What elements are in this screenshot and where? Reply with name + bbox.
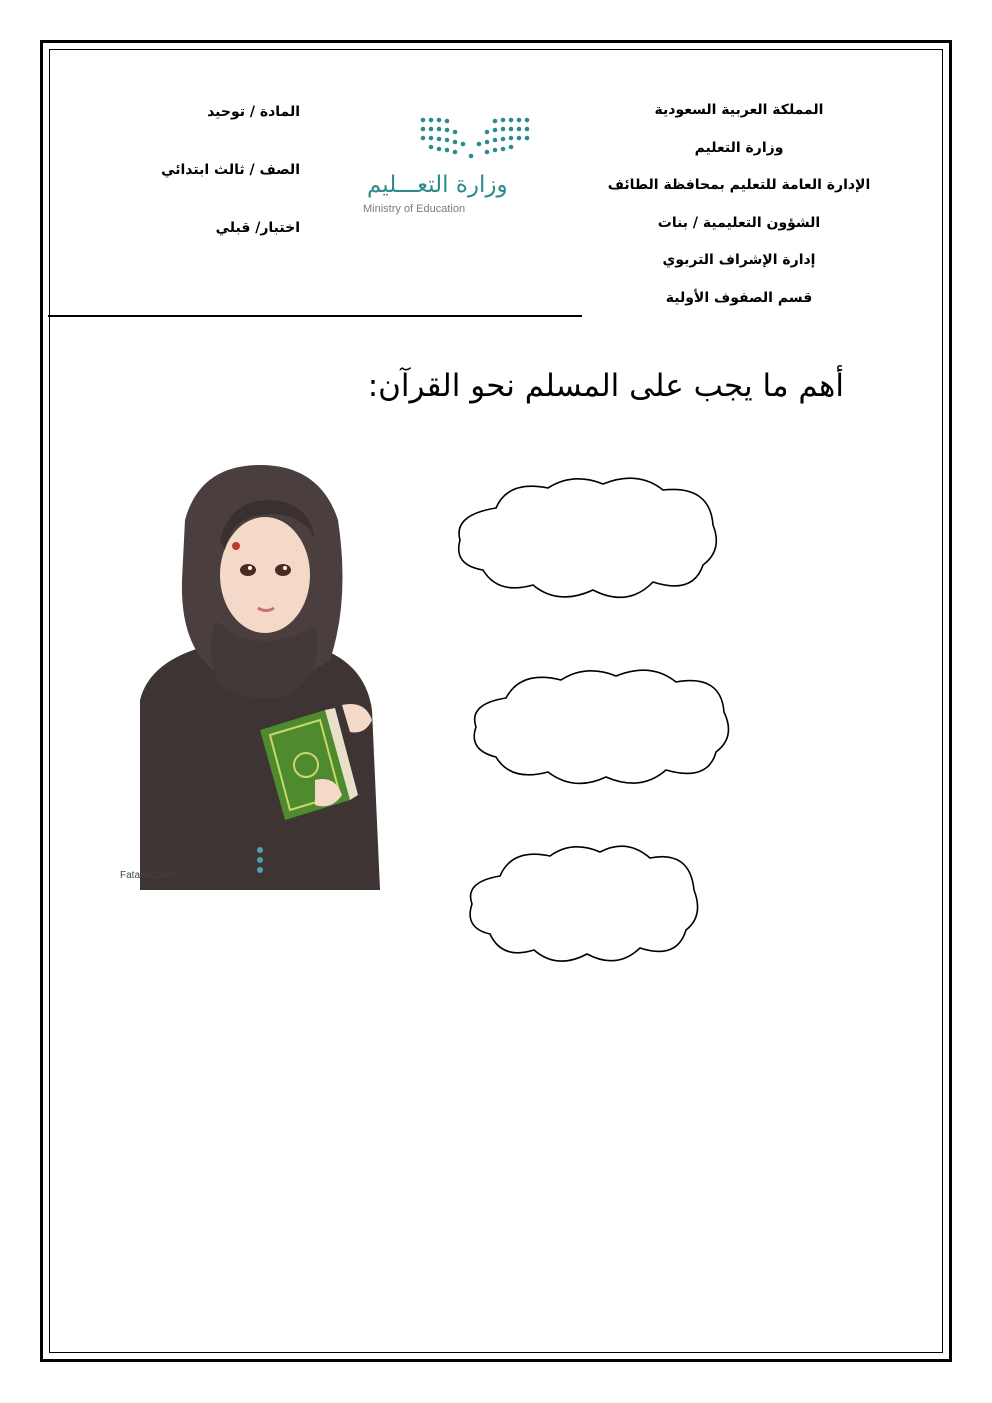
logo-arabic-text: وزارة التعـــليم <box>367 172 508 198</box>
answer-cloud-3[interactable] <box>462 838 704 970</box>
header-line-department: قسم الصفوف الأولية <box>665 289 813 306</box>
header-line-directorate: الإدارة العامة للتعليم بمحافظة الطائف <box>607 177 871 194</box>
ministry-logo-icon <box>355 112 545 172</box>
header-authority-block <box>574 92 904 318</box>
question-title: أهم ما يجب على المسلم نحو القرآن: <box>367 368 844 404</box>
header-line-affairs: الشؤون التعليمية / بنات <box>657 214 821 231</box>
test-type-label: اختبار/ قبلي <box>215 220 300 236</box>
header-line-supervision: إدارة الإشراف التربوي <box>662 252 816 269</box>
answer-cloud-1[interactable] <box>448 470 723 608</box>
grade-label: الصف / ثالث ابتدائي <box>161 162 300 178</box>
logo-english-text: Ministry of Education <box>363 203 466 215</box>
illustration-watermark: Fatakat.com <box>120 870 176 881</box>
subject-label: المادة / توحيد <box>207 104 300 120</box>
header-line-ministry: وزارة التعليم <box>694 139 784 156</box>
ministry-logo <box>355 112 545 222</box>
header-divider <box>48 315 582 317</box>
exam-info-block <box>120 104 300 278</box>
header-line-kingdom: المملكة العربية السعودية <box>654 102 824 118</box>
girl-reading-quran-illustration <box>110 460 410 890</box>
answer-cloud-2[interactable] <box>466 662 738 792</box>
